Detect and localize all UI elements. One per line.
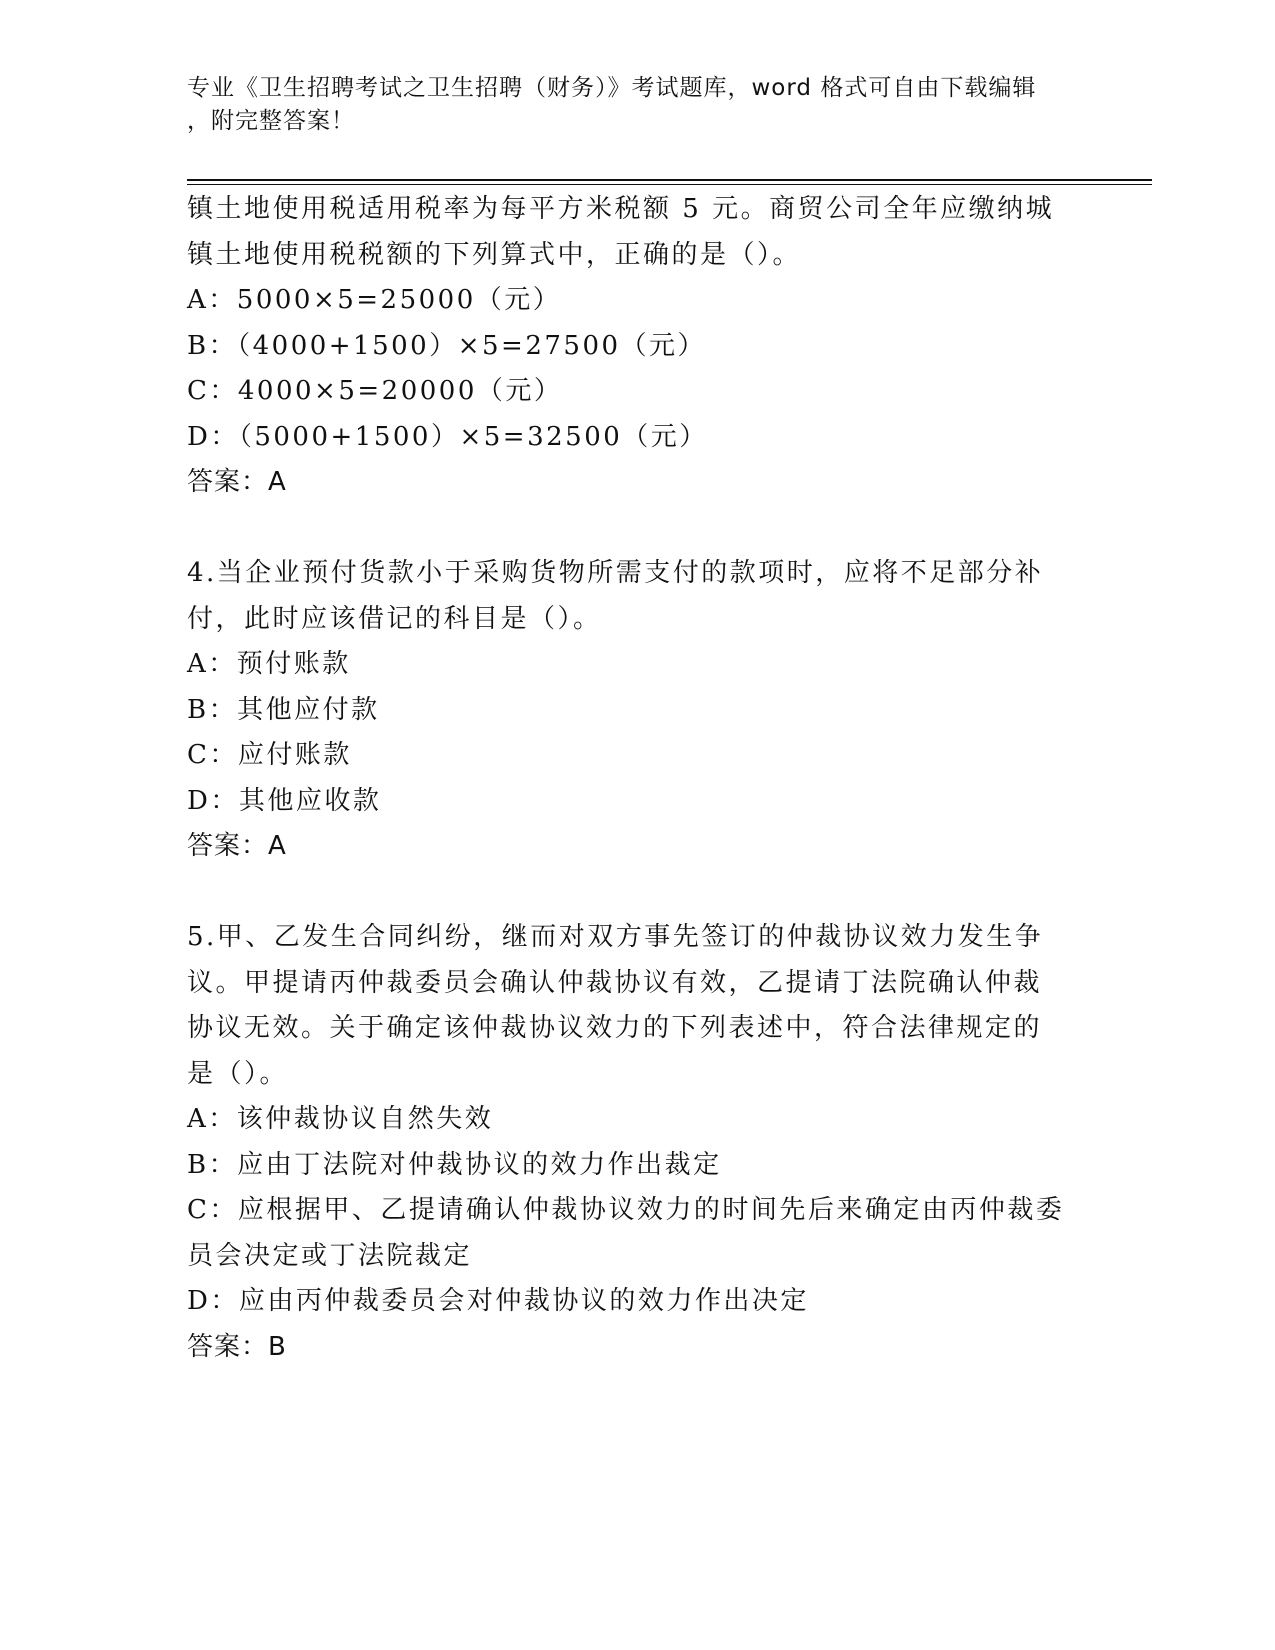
option-c: C：应根据甲、乙提请确认仲裁协议效力的时间先后来确定由丙仲裁委 [187,1195,1065,1225]
option-d: D：应由丙仲裁委员会对仲裁协议的效力作出决定 [187,1286,809,1316]
header-divider-thick [187,179,1152,181]
page-header [187,72,1067,138]
question-3 [187,187,1087,506]
question-4 [187,551,1087,870]
option-b: B：（4000+1500）×5=27500（元） [187,330,707,361]
question-stem-line: 议。甲提请丙仲裁委员会确认仲裁协议有效，乙提请丁法院确认仲裁 [187,967,1043,998]
option-a: A：该仲裁协议自然失效 [187,1104,494,1134]
question-stem-line: 是（）。 [187,1058,289,1089]
document-body [187,187,1087,1370]
answer-label: 答案：A [187,467,287,497]
header-divider-thin [187,184,1152,185]
question-5 [187,915,1087,1370]
question-stem-line: 5.甲、乙发生合同纠纷，继而对双方事先签订的仲裁协议效力发生争 [187,922,1044,952]
option-c: C：4000×5=20000（元） [187,376,563,406]
question-stem-line: 付，此时应该借记的科目是（）。 [187,603,602,634]
option-a: A：预付账款 [187,649,351,679]
option-c-continued: 员会决定或丁法院裁定 [187,1240,473,1271]
answer-label: 答案：A [187,831,287,861]
question-stem-line: 协议无效。关于确定该仲裁协议效力的下列表述中，符合法律规定的 [187,1013,1043,1043]
option-d: D：（5000+1500）×5=32500（元） [187,421,708,452]
option-c: C：应付账款 [187,740,352,770]
option-b: B：其他应付款 [187,694,380,725]
option-b: B：应由丁法院对仲裁协议的效力作出裁定 [187,1149,722,1180]
header-line-1: 专业《卫生招聘考试之卫生招聘（财务）》考试题库，word 格式可自由下载编辑 [187,75,1037,101]
option-a: A：5000×5=25000（元） [187,285,562,315]
spacer [187,870,1087,916]
header-line-2: ，附完整答案！ [187,108,355,134]
option-d: D：其他应收款 [187,785,382,816]
spacer [187,506,1087,552]
question-stem-line: 镇土地使用税税额的下列算式中，正确的是（）。 [187,239,802,270]
answer-label: 答案：B [187,1331,287,1362]
question-stem-line: 镇土地使用税适用税率为每平方米税额 5 元。商贸公司全年应缴纳城 [187,194,1055,224]
question-stem-line: 4.当企业预付货款小于采购货物所需支付的款项时，应将不足部分补 [187,558,1044,588]
